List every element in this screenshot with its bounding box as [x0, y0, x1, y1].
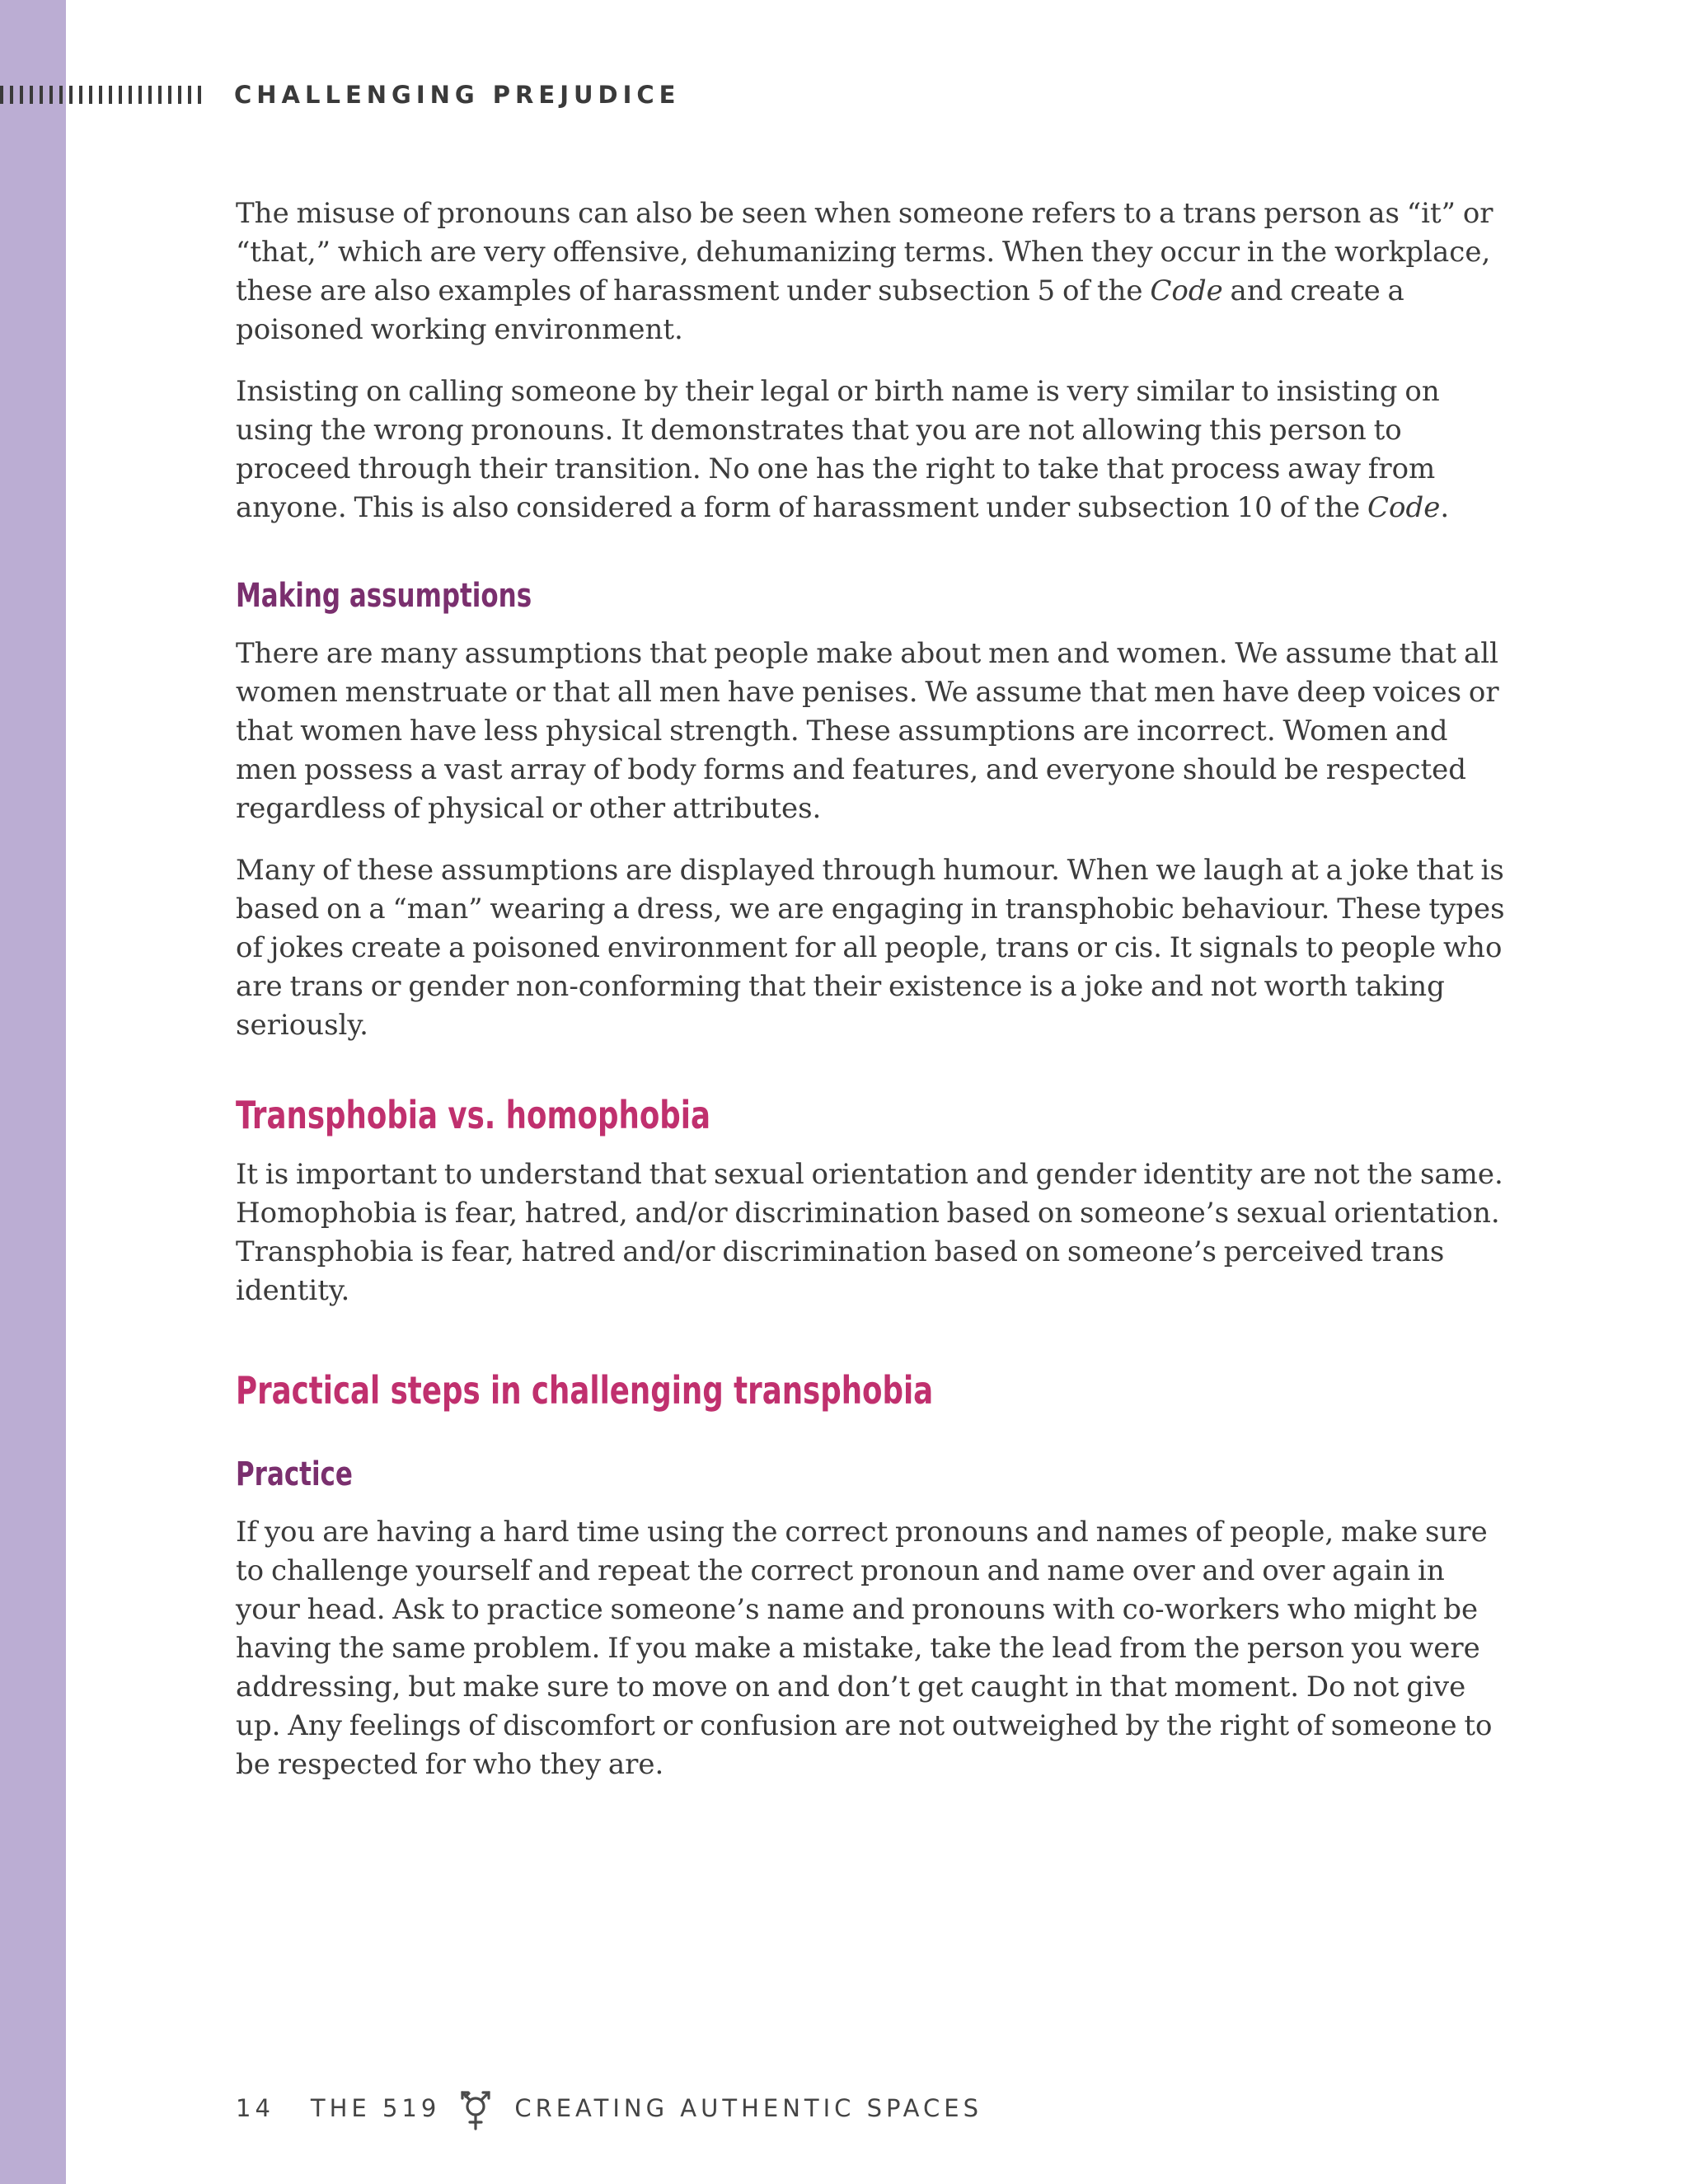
page-footer [236, 2085, 982, 2131]
page-content [236, 194, 1505, 1807]
transgender-symbol-icon [458, 2085, 493, 2131]
code-reference: Code [1150, 274, 1223, 307]
paragraph-humour: Many of these assumptions are displayed through humour. When we laugh at a joke that is based on a “man” wearing a dress, we are engaging in transphobic behaviour. These types of jokes create a poisoned environment for all people, trans or cis. It signals to people who are trans or gender non-conforming that their existence is a joke and not worth taking seriously. [236, 854, 1505, 1042]
footer-publication: CREATING AUTHENTIC SPACES [514, 2094, 982, 2122]
paragraph-assumptions: There are many assumptions that people make about men and women. We assume that all women menstruate or that all men have penises. We assume that men have deep voices or that women have less physical strength. These assumptions are incorrect. Women and men possess a vast array of body forms and features, and everyone should be respected regardless of physical or other attributes. [236, 637, 1499, 825]
paragraph-legal-name: Insisting on calling someone by their legal or birth name is very similar to insisting on using the wrong pronouns. It demonstrates that you are not allowing this person to proceed through their transition. No one has the right to take that process away from anyone. This is also considered a form of harassment under subsection 10 of the Code. [236, 375, 1450, 524]
tick-marks-decoration [0, 86, 203, 104]
paragraph-orientation-identity: It is important to understand that sexual orientation and gender identity are not the same. Homophobia is fear, hatred, and/or discrimination based on someone’s sexual orientation. Transphobia is fear, hatred and/or discrimination based on someone’s perceived trans identity. [236, 1158, 1503, 1307]
footer-org: THE 519 [310, 2094, 441, 2122]
side-color-bar [0, 0, 66, 2184]
heading-practice: Practice [236, 1455, 353, 1493]
paragraph-practice: If you are having a hard time using the correct pronouns and names of people, make sure to challenge yourself and repeat the correct pronoun and name over and over again in your head. Ask to practice someone’s name and pronouns with co-workers who might be having the same problem. If you make a mistake, take the lead from the person you were addressing, but make sure to move on and don’t get caught in that moment. Do not give up. Any feelings of discomfort or confusion are not outweighed by the right of someone to be respected for who they are. [236, 1516, 1493, 1781]
paragraph-pronoun-misuse: The misuse of pronouns can also be seen when someone refers to a trans person as “it” or “that,” which are very offensive, dehumanizing terms. When they occur in the workplace, these are also examples of harassment under subsection 5 of the Code and create a poisoned working environment. [236, 197, 1493, 346]
heading-practical-steps: Practical steps in challenging transphobia [236, 1368, 934, 1413]
heading-transphobia-vs-homophobia: Transphobia vs. homophobia [236, 1093, 710, 1137]
code-reference: Code [1367, 491, 1441, 524]
heading-making-assumptions: Making assumptions [236, 577, 532, 615]
page-number: 14 [236, 2094, 274, 2122]
running-head: CHALLENGING PREJUDICE [234, 81, 681, 109]
